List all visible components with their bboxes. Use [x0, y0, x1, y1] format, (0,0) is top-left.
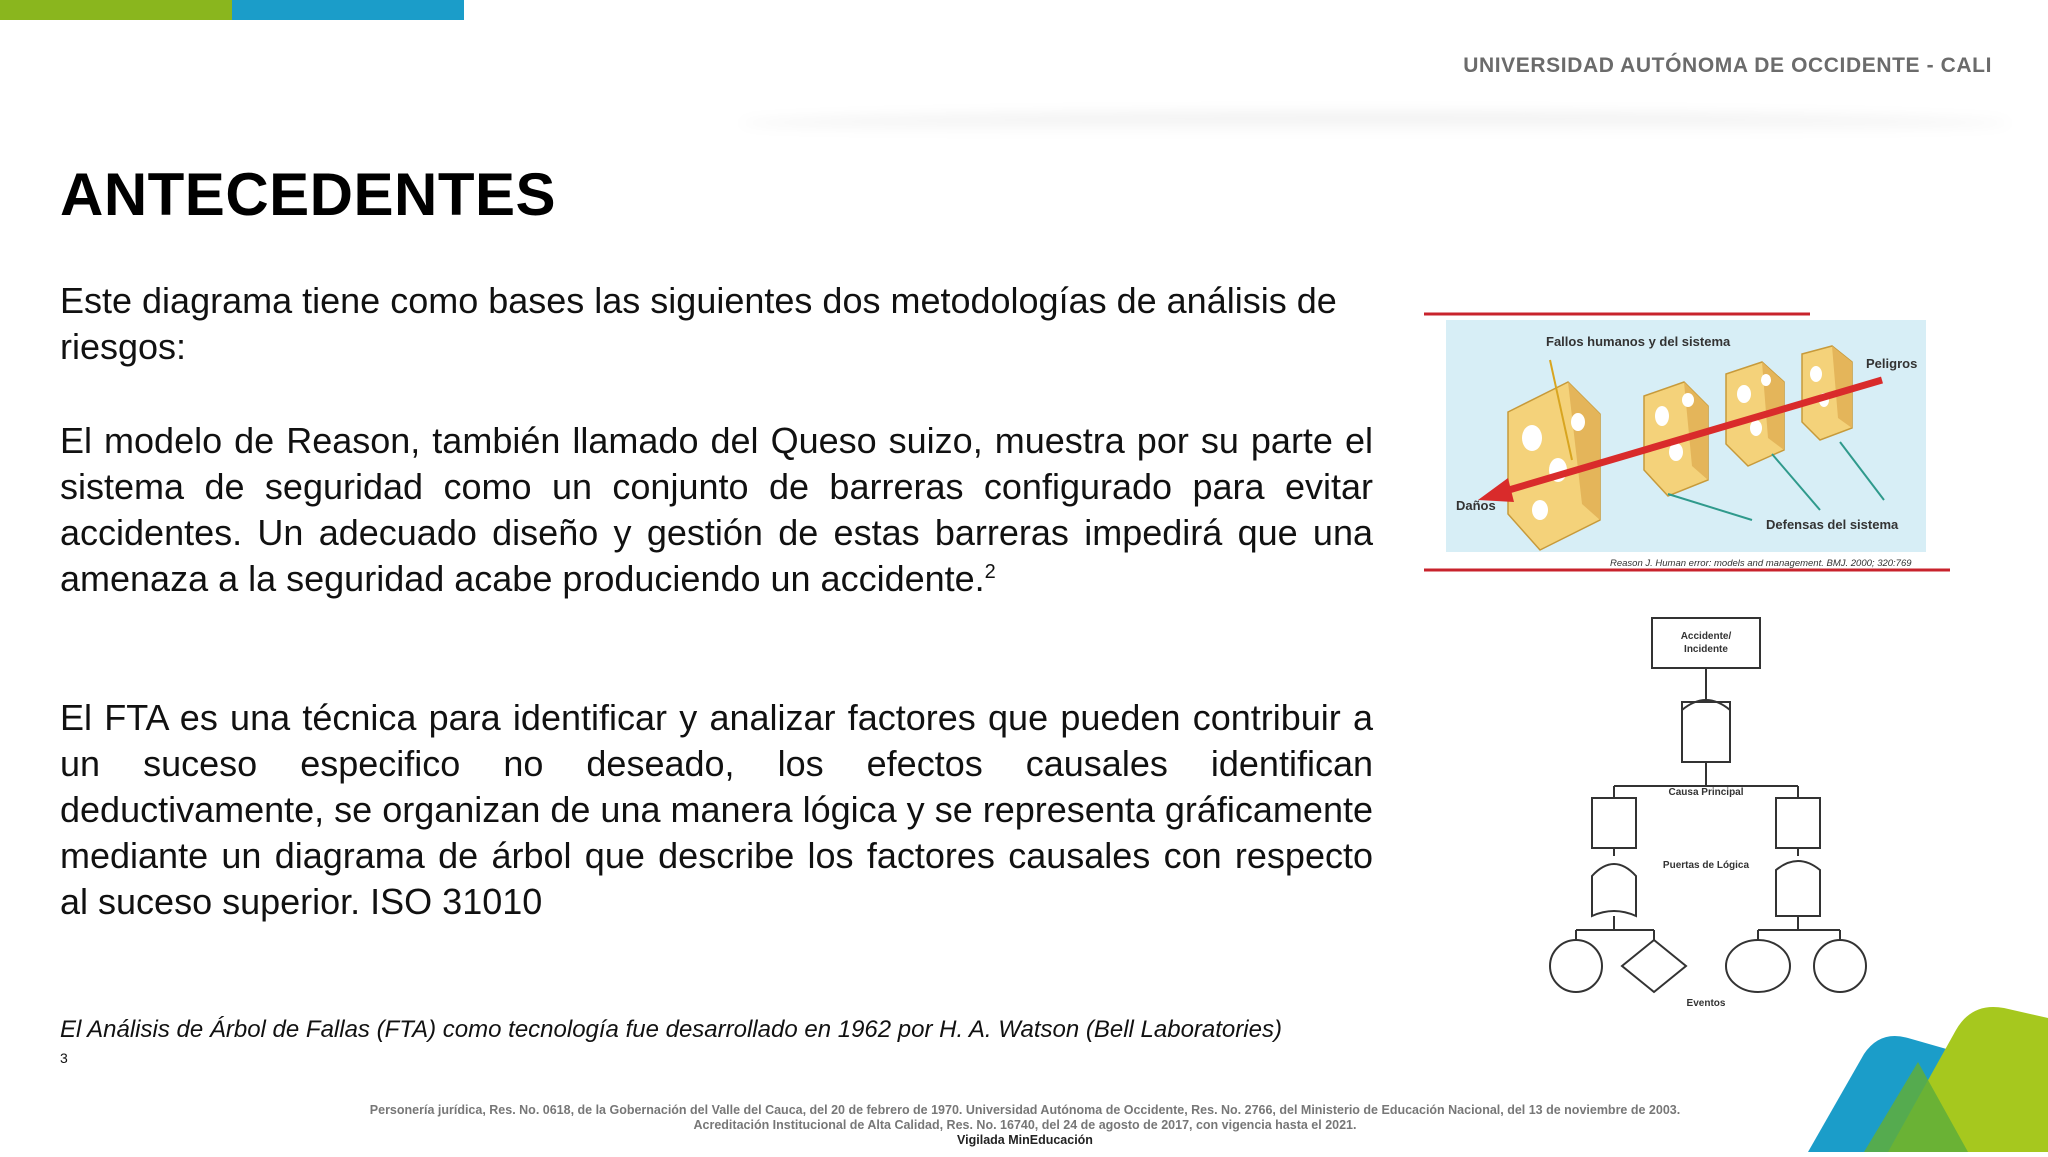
label-events: Eventos	[1686, 998, 1726, 1009]
reason-model-text: El modelo de Reason, también llamado del Queso suizo, muestra por su parte el sistema de seguridad como un conjunto de barreras configurado para evitar accidentes. Un adecuado diseño y gestión de estas barreras impedirá que una amenaza a la seguridad acabe produciendo un accidente.	[60, 420, 1373, 599]
label-system-defenses: Defensas del sistema	[1766, 517, 1899, 532]
label-logic-gates: Puertas de Lógica	[1662, 860, 1750, 871]
top-event-label-line2: Incidente	[1684, 644, 1728, 655]
logic-gate-right	[1776, 861, 1820, 916]
swiss-cheese-diagram	[1422, 310, 1952, 572]
main-cause-box-left	[1592, 798, 1636, 848]
basic-event-circle-2	[1726, 940, 1790, 992]
intro-paragraph: Este diagrama tiene como bases las siguientes dos metodologías de análisis de riesgos:	[60, 280, 1337, 367]
fta-paragraph: El FTA es una técnica para identificar y analizar factores que pueden contribuir a un suceso especifico no deseado, los efectos causales identifican deductivamente, se organizan de una manera lógica y se representa gráficamente mediante un diagrama de árbol que describe los factores causales con respecto al suceso superior. ISO 31010	[60, 697, 1373, 922]
legal-footer	[360, 1103, 1690, 1148]
fault-tree-svg	[1540, 610, 1870, 1010]
reference-marker: 2	[984, 561, 996, 583]
fault-tree-diagram	[1540, 610, 1870, 1010]
undeveloped-event-diamond	[1622, 940, 1686, 992]
slide-title: ANTECEDENTES	[60, 161, 557, 228]
university-header: UNIVERSIDAD AUTÓNOMA DE OCCIDENTE - CALI	[1463, 54, 1992, 77]
header-divider-shadow	[740, 112, 2010, 134]
legal-line-3: Vigilada MinEducación	[957, 1133, 1093, 1147]
page-number: 3	[60, 1050, 68, 1066]
reason-model-paragraph	[60, 418, 1373, 602]
or-gate-top	[1682, 700, 1730, 762]
brand-corner-graphic	[1768, 1000, 2048, 1152]
main-cause-box-right	[1776, 798, 1820, 848]
legal-line-1: Personería jurídica, Res. No. 0618, de la Gobernación del Valle del Cauca, del 20 de febrero de 1970. Universidad Autónoma de Occidente, Res. No. 2766, del Ministerio de Educación Nacional, del 13 de noviembre de 2003.	[369, 1103, 1681, 1117]
fta-footnote: El Análisis de Árbol de Fallas (FTA) como tecnología fue desarrollado en 1962 por H. A. Watson (Bell Laboratories)	[60, 1016, 1282, 1043]
logic-gate-left	[1592, 864, 1636, 916]
top-event-label-line1: Accidente/	[1680, 631, 1732, 642]
top-event-box	[1652, 618, 1760, 668]
cheese-citation: Reason J. Human error: models and management. BMJ. 2000; 320:769	[1610, 558, 1912, 569]
label-main-cause: Causa Principal	[1668, 787, 1744, 798]
legal-line-2: Acreditación Institucional de Alta Calidad, Res. No. 16740, del 24 de agosto de 2017, con vigencia hasta el 2021.	[693, 1118, 1357, 1132]
label-human-failures: Fallos humanos y del sistema	[1546, 334, 1731, 349]
swiss-cheese-svg	[1422, 310, 1952, 572]
basic-event-circle-3	[1814, 940, 1866, 992]
brand-bar-blue	[232, 0, 464, 20]
basic-event-circle-1	[1550, 940, 1602, 992]
label-damage: Daños	[1456, 498, 1496, 513]
brand-bar-green	[0, 0, 232, 20]
label-hazards: Peligros	[1866, 356, 1918, 371]
